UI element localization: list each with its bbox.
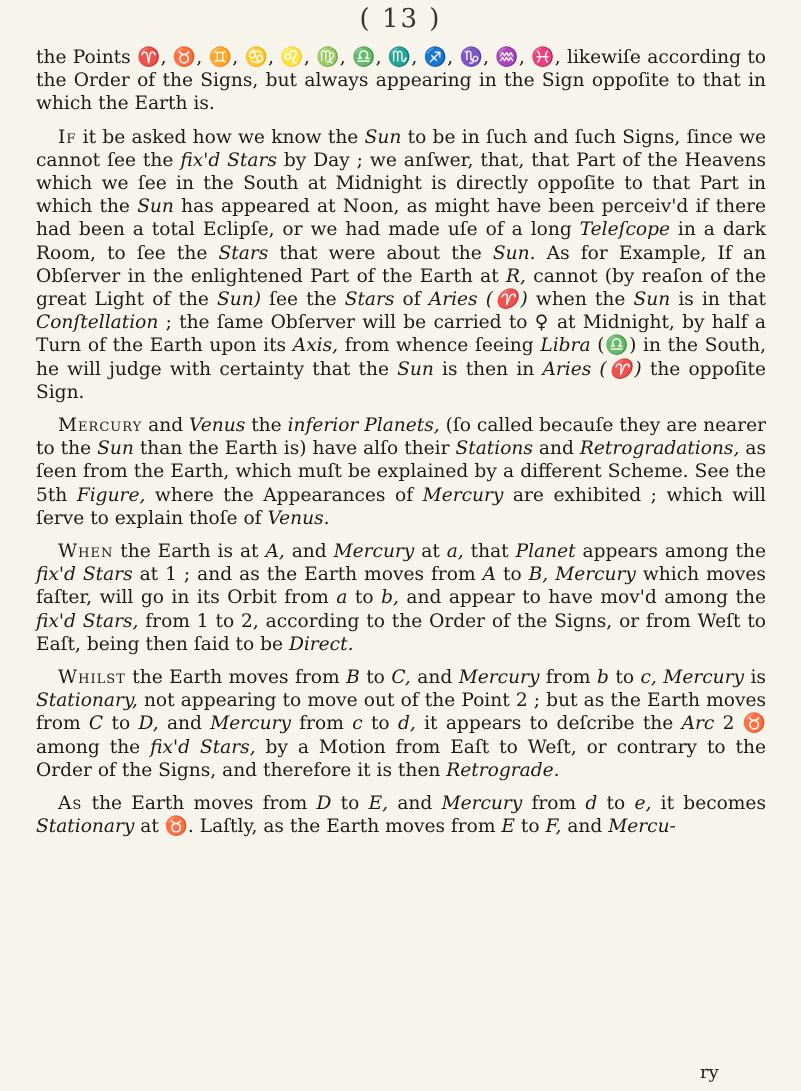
text-run: ſee the <box>260 289 345 311</box>
italic-run: Sun <box>97 438 134 460</box>
paragraph-1: the Points ♈, ♉, ♊, ♋, ♌, ♍, ♎, ♏, ♐, ♑, ♒, ♓, likewiſe according to the Order of the Signs, but always appearing in the Sign oppoſite to that in which the Earth is. <box>36 47 766 115</box>
italic-run: F, <box>545 816 562 838</box>
text-run: and <box>410 667 459 689</box>
text-run: cannot (by reaſon of the great Light of the <box>36 265 766 311</box>
paragraph-2 <box>36 126 766 404</box>
italic-run: Venus <box>189 415 246 437</box>
italic-run: Aries (♈) <box>542 358 642 380</box>
text-run: from <box>522 793 586 815</box>
paragraph-6 <box>36 792 766 838</box>
italic-run: Direct. <box>288 633 354 655</box>
italic-run: Mercury <box>422 484 504 506</box>
body-text <box>36 46 766 839</box>
italic-run: Sun. <box>492 242 536 264</box>
text-run: and <box>142 415 190 437</box>
italic-run: Libra <box>540 335 591 357</box>
lead-word: Whilst <box>58 667 126 689</box>
text-run: the oppoſite Sign. <box>36 358 766 403</box>
text-run: by a Motion from Eaſt to Weſt, or contrary to the Order of the Signs, and therefore it is then <box>36 736 767 781</box>
italic-run: c <box>352 713 363 735</box>
italic-run: fix'd Stars <box>180 149 277 171</box>
lead-word: As <box>58 793 83 815</box>
text-run: where the Appearances of <box>145 484 423 506</box>
text-run: and <box>388 793 442 815</box>
italic-run: Teleſcope <box>579 219 670 241</box>
text-run: at <box>414 541 447 563</box>
italic-run: B, <box>528 564 549 586</box>
text-run: to <box>331 793 369 815</box>
italic-run: Mercu- <box>608 816 676 838</box>
text-run: to <box>515 816 546 838</box>
text-run: to <box>347 587 382 609</box>
text-run: it be asked how we know the <box>76 126 365 148</box>
text-run: at ♉. Laſtly, as the Earth moves from <box>134 816 502 838</box>
italic-run: Axis, <box>292 335 339 357</box>
text-run: and <box>284 541 334 563</box>
italic-run: Sun <box>397 358 434 380</box>
italic-run: A, <box>265 541 285 563</box>
italic-run: Sun) <box>217 289 261 311</box>
italic-run: inferior Planets, <box>287 415 440 437</box>
italic-run: Conſtellation <box>36 312 159 334</box>
text-run: (♎) in the South, he will judge with certainty that the <box>36 335 766 380</box>
text-run: by Day ; we anſwer, that, that Part of the Heavens which we ſee in the South at Midnight is directly oppoſite to that Part in which the <box>36 149 767 218</box>
italic-run: Mercury <box>555 564 636 586</box>
lead-word: If <box>58 126 77 148</box>
text-run: is then in <box>433 358 543 380</box>
italic-run: Mercury <box>663 667 745 689</box>
italic-run: Mercury <box>210 713 291 735</box>
italic-run: C, <box>391 667 411 689</box>
text-run: (ſo called becauſe they are nearer to the <box>36 415 766 460</box>
italic-run: a, <box>446 541 464 563</box>
text-run: are exhibited ; which will ſerve to explain thoſe of <box>36 484 766 529</box>
text-run: from <box>290 713 353 735</box>
italic-run: Stations <box>455 438 533 460</box>
text-run: in a dark Room, to ſee the <box>36 219 766 264</box>
italic-run: Stars <box>218 242 269 264</box>
italic-run: b, <box>381 587 399 609</box>
text-run: the Earth is at <box>113 541 266 563</box>
italic-run: Stationary, <box>36 690 138 712</box>
text-run: As for Example, If an Obſerver in the enlightened Part of the Earth at <box>36 242 766 287</box>
italic-run: D, <box>138 713 159 735</box>
italic-run: Mercury <box>458 667 540 689</box>
italic-run: fix'd Stars <box>36 564 133 586</box>
text-run: 2 ♉ among the <box>36 713 766 758</box>
italic-run: c, <box>640 667 657 689</box>
text-run: has appeared at Noon, as might have been perceiv'd if there had been a total Eclipſe, or we had made uſe of a long <box>36 196 766 241</box>
paragraph-3 <box>36 414 766 530</box>
text-run: from <box>539 667 597 689</box>
paragraph-4 <box>36 540 766 656</box>
text-run: to <box>359 667 392 689</box>
italic-run: A <box>482 564 496 586</box>
italic-run: Stationary <box>36 816 135 838</box>
text-run: which moves faſter, will go in its Orbit from <box>36 564 766 609</box>
text-run: to <box>597 793 635 815</box>
italic-run: Retrogradations, <box>579 438 740 460</box>
italic-run: Sun <box>633 289 671 311</box>
text-run: not appearing to move out of the Point 2 ; but as the Earth moves from <box>36 690 766 735</box>
text-run: is <box>744 667 766 689</box>
text-run: it becomes <box>651 793 766 815</box>
italic-run: Retrograde. <box>446 759 560 781</box>
italic-run: Sun <box>364 126 402 148</box>
text-run: from whence ſeeing <box>338 335 541 357</box>
italic-run: R, <box>506 265 526 287</box>
text-run: and <box>532 438 580 460</box>
text-run: to <box>362 713 398 735</box>
italic-run: Figure, <box>76 484 146 506</box>
text-run: appears among the <box>575 541 766 563</box>
italic-run: Stars <box>344 289 395 311</box>
italic-run: Arc <box>681 713 715 735</box>
text-run: of <box>394 289 429 311</box>
italic-run: d <box>585 793 598 815</box>
text-run: the <box>245 415 288 437</box>
italic-run: Sun <box>137 196 174 218</box>
italic-run: Mercury <box>333 541 415 563</box>
italic-run: Mercury <box>441 793 523 815</box>
text-run: to <box>608 667 641 689</box>
text-run: the Earth moves from <box>125 667 347 689</box>
text-run: as ſeen from the Earth, which muſt be explained by a different Scheme. See the 5th <box>36 438 766 506</box>
page-number: ( 13 ) <box>359 4 442 34</box>
text-run: when the <box>527 289 634 311</box>
italic-run: Planet <box>515 541 576 563</box>
text-run: to be in ſuch and ſuch Signs, ſince we cannot ſee the <box>36 126 766 171</box>
italic-run: Aries (♈) <box>428 289 528 311</box>
italic-run: e, <box>634 793 652 815</box>
italic-run: fix'd Stars, <box>36 610 139 632</box>
text-run: from 1 to 2, according to the Order of the Signs, or from Weſt to Eaſt, being then ſaid to be <box>36 610 766 655</box>
text-run: and <box>158 713 211 735</box>
lead-word: Mercury <box>58 415 143 437</box>
lead-word: When <box>58 541 114 563</box>
italic-run: Venus. <box>267 507 330 529</box>
text-run: and appear to have mov'd among the <box>398 587 766 609</box>
text-run: to <box>496 564 529 586</box>
text-run: at 1 ; and as the Earth moves from <box>132 564 483 586</box>
text-run: ; the ſame Obſerver will be carried to ♀ at Midnight, by half a Turn of the Earth upon its <box>36 312 766 357</box>
italic-run: b <box>596 667 609 689</box>
italic-run: a <box>336 587 348 609</box>
catchword: ry <box>700 1062 719 1083</box>
text-run: than the Earth is) have alſo their <box>133 438 456 460</box>
italic-run: E, <box>368 793 389 815</box>
italic-run: d, <box>397 713 416 735</box>
text-run: that were about the <box>268 242 493 264</box>
italic-run: C <box>88 713 104 735</box>
italic-run: E <box>501 816 515 838</box>
text-run: to <box>103 713 139 735</box>
text-run: the Earth moves from <box>82 793 317 815</box>
paragraph-5 <box>36 666 766 782</box>
italic-run: fix'd Stars, <box>150 736 256 758</box>
text-run: it appears to deſcribe the <box>415 713 682 735</box>
text-run: is in that <box>670 289 766 311</box>
text-run: that <box>463 541 516 563</box>
italic-run: B <box>346 667 360 689</box>
italic-run: D <box>316 793 332 815</box>
text-run: and <box>561 816 609 838</box>
